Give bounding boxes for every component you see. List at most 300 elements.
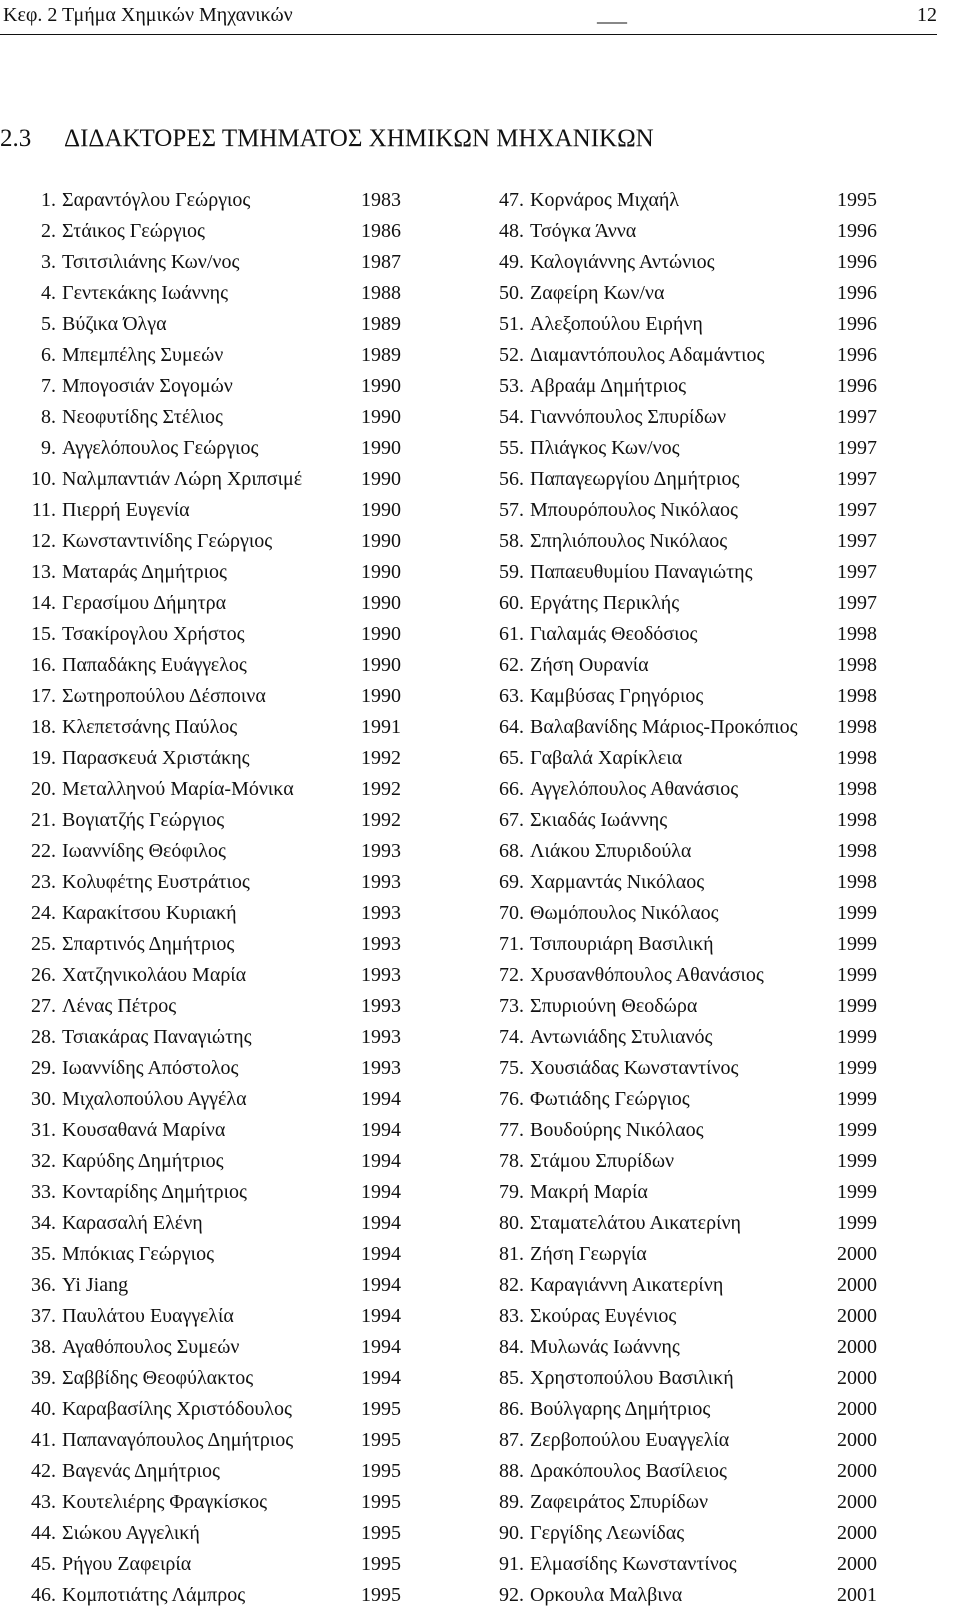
entry-name: Ζήση Γεωργία bbox=[530, 1243, 647, 1265]
entry-number: 87. bbox=[499, 1429, 524, 1451]
entry-name: Καρύδης Δημήτριος bbox=[62, 1150, 224, 1172]
entry-year: 1994 bbox=[361, 1367, 401, 1389]
entry-name: Χρυσανθόπουλος Αθανάσιος bbox=[530, 964, 764, 986]
entry-name: Βαλαβανίδης Μάριος-Προκόπιος bbox=[530, 716, 798, 738]
list-item bbox=[0, 805, 420, 836]
list-item bbox=[0, 1177, 420, 1208]
list-item bbox=[478, 1115, 898, 1146]
entry-number: 25. bbox=[31, 933, 56, 955]
entry-name: Βαγενάς Δημήτριος bbox=[62, 1460, 220, 1482]
list-item bbox=[478, 1301, 898, 1332]
entry-year: 1986 bbox=[361, 220, 401, 242]
list-item bbox=[0, 247, 420, 278]
entry-number: 51. bbox=[499, 313, 524, 335]
list-item bbox=[478, 185, 898, 216]
list-item bbox=[478, 1456, 898, 1487]
entry-name: Κολυφέτης Ευστράτιος bbox=[62, 871, 250, 893]
list-item bbox=[0, 991, 420, 1022]
entry-name: Γερασίμου Δήμητρα bbox=[62, 592, 227, 614]
entry-year: 1990 bbox=[361, 685, 401, 707]
entry-year: 2000 bbox=[837, 1398, 877, 1420]
list-item bbox=[478, 278, 898, 309]
entry-name: Διαμαντόπουλος Αδαμάντιος bbox=[530, 344, 765, 366]
entry-name: Γεργίδης Λεωνίδας bbox=[530, 1522, 685, 1544]
entry-year: 1994 bbox=[361, 1181, 401, 1203]
list-item bbox=[478, 371, 898, 402]
entry-year: 1990 bbox=[361, 623, 401, 645]
entry-year: 1997 bbox=[837, 437, 877, 459]
entry-year: 1997 bbox=[837, 530, 877, 552]
list-item bbox=[478, 1549, 898, 1580]
entry-name: Παπαγεωργίου Δημήτριος bbox=[530, 468, 740, 490]
list-item bbox=[478, 712, 898, 743]
entry-year: 1993 bbox=[361, 840, 401, 862]
entry-year: 1989 bbox=[361, 344, 401, 366]
entry-name: Ιωαννίδης Απόστολος bbox=[62, 1057, 239, 1079]
list-item bbox=[478, 526, 898, 557]
list-item bbox=[478, 588, 898, 619]
entry-name: Πλιάγκος Κων/νος bbox=[530, 437, 680, 459]
entry-year: 1996 bbox=[837, 251, 877, 273]
entry-number: 9. bbox=[41, 437, 56, 459]
entry-number: 8. bbox=[41, 406, 56, 428]
entry-name: Σταματελάτου Αικατερίνη bbox=[530, 1212, 741, 1234]
entry-year: 1996 bbox=[837, 313, 877, 335]
entry-name: Στάμου Σπυρίδων bbox=[530, 1150, 675, 1172]
entry-number: 49. bbox=[499, 251, 524, 273]
entry-year: 2000 bbox=[837, 1491, 877, 1513]
entry-name: Ορκουλα Μαλβινα bbox=[530, 1584, 683, 1606]
list-item bbox=[0, 1332, 420, 1363]
list-item bbox=[478, 619, 898, 650]
list-item bbox=[0, 1084, 420, 1115]
entry-year: 1998 bbox=[837, 778, 877, 800]
entry-name: Καρασαλή Ελένη bbox=[62, 1212, 203, 1234]
list-item bbox=[0, 588, 420, 619]
list-item bbox=[0, 1518, 420, 1549]
entry-name: Σκούρας Ευγένιος bbox=[530, 1305, 677, 1327]
entry-year: 1999 bbox=[837, 1119, 877, 1141]
entry-year: 1996 bbox=[837, 375, 877, 397]
entry-number: 44. bbox=[31, 1522, 56, 1544]
entry-number: 62. bbox=[499, 654, 524, 676]
entry-year: 1993 bbox=[361, 964, 401, 986]
list-item bbox=[478, 681, 898, 712]
list-item bbox=[478, 867, 898, 898]
entry-number: 1. bbox=[41, 189, 56, 211]
entry-name: Χρηστοπούλου Βασιλική bbox=[530, 1367, 734, 1389]
list-item bbox=[0, 1301, 420, 1332]
entry-name: Ζαφείρη Κων/να bbox=[530, 282, 665, 304]
entry-year: 1995 bbox=[837, 189, 877, 211]
entry-year: 1998 bbox=[837, 809, 877, 831]
entry-year: 2001 bbox=[837, 1584, 877, 1606]
list-item bbox=[478, 650, 898, 681]
entry-number: 61. bbox=[499, 623, 524, 645]
list-item bbox=[0, 1363, 420, 1394]
entry-name: Κουσαθανά Μαρίνα bbox=[62, 1119, 226, 1141]
list-item bbox=[0, 1208, 420, 1239]
entry-name: Χατζηνικολάου Μαρία bbox=[62, 964, 247, 986]
list-item bbox=[0, 402, 420, 433]
entry-year: 1994 bbox=[361, 1212, 401, 1234]
entry-number: 63. bbox=[499, 685, 524, 707]
list-item bbox=[0, 1549, 420, 1580]
entry-number: 82. bbox=[499, 1274, 524, 1296]
entry-year: 1999 bbox=[837, 1057, 877, 1079]
entry-name: Ρήγου Ζαφειρία bbox=[62, 1553, 192, 1575]
list-item bbox=[0, 929, 420, 960]
entry-year: 1999 bbox=[837, 1181, 877, 1203]
list-item bbox=[0, 1239, 420, 1270]
entry-name: Παυλάτου Ευαγγελία bbox=[62, 1305, 234, 1327]
entry-year: 1997 bbox=[837, 406, 877, 428]
entry-number: 67. bbox=[499, 809, 524, 831]
list-item bbox=[0, 681, 420, 712]
entry-name: Μεταλληνού Μαρία-Μόνικα bbox=[62, 778, 294, 800]
entry-year: 1998 bbox=[837, 654, 877, 676]
entry-name: Ναλμπαντιάν Λώρη Χριπσιμέ bbox=[62, 468, 303, 490]
entry-name: Μπεμπέλης Συμεών bbox=[62, 344, 224, 366]
entry-year: 2000 bbox=[837, 1274, 877, 1296]
entry-year: 1990 bbox=[361, 530, 401, 552]
entry-number: 52. bbox=[499, 344, 524, 366]
entry-year: 1999 bbox=[837, 995, 877, 1017]
entry-name: Ζαφειράτος Σπυρίδων bbox=[530, 1491, 709, 1513]
entry-number: 20. bbox=[31, 778, 56, 800]
list-item bbox=[0, 867, 420, 898]
entry-year: 2000 bbox=[837, 1429, 877, 1451]
entry-year: 1993 bbox=[361, 871, 401, 893]
entry-number: 41. bbox=[31, 1429, 56, 1451]
entry-name: Μιχαλοπούλου Αγγέλα bbox=[62, 1088, 247, 1110]
list-item bbox=[478, 1580, 898, 1611]
entry-name: Σαββίδης Θεοφύλακτος bbox=[62, 1367, 254, 1389]
list-item bbox=[478, 1363, 898, 1394]
entry-year: 1983 bbox=[361, 189, 401, 211]
entry-name: Μυλωνάς Ιωάννης bbox=[530, 1336, 680, 1358]
entry-year: 2000 bbox=[837, 1367, 877, 1389]
list-item bbox=[478, 1208, 898, 1239]
entry-number: 23. bbox=[31, 871, 56, 893]
list-item bbox=[0, 340, 420, 371]
entry-year: 1988 bbox=[361, 282, 401, 304]
entry-number: 31. bbox=[31, 1119, 56, 1141]
list-item bbox=[0, 712, 420, 743]
entry-name: Λένας Πέτρος bbox=[62, 995, 177, 1017]
entry-year: 1993 bbox=[361, 1026, 401, 1048]
entry-year: 1999 bbox=[837, 964, 877, 986]
entry-name: Αγγελόπουλος Αθανάσιος bbox=[530, 778, 739, 800]
entry-name: Αλεξοπούλου Ειρήνη bbox=[530, 313, 703, 335]
list-item bbox=[478, 433, 898, 464]
entry-year: 1997 bbox=[837, 499, 877, 521]
list-item bbox=[0, 433, 420, 464]
list-item bbox=[478, 836, 898, 867]
list-item bbox=[478, 1518, 898, 1549]
entry-name: Ελμασίδης Κωνσταντίνος bbox=[530, 1553, 737, 1575]
entry-name: Αγαθόπουλος Συμεών bbox=[62, 1336, 240, 1358]
entry-number: 59. bbox=[499, 561, 524, 583]
entry-year: 1994 bbox=[361, 1305, 401, 1327]
entry-number: 60. bbox=[499, 592, 524, 614]
list-item bbox=[478, 495, 898, 526]
entry-year: 2000 bbox=[837, 1522, 877, 1544]
entry-name: Παρασκευά Χριστάκης bbox=[62, 747, 250, 769]
list-item bbox=[478, 743, 898, 774]
list-item bbox=[478, 1022, 898, 1053]
entry-name: Σκιαδάς Ιωάννης bbox=[530, 809, 668, 831]
entry-year: 1990 bbox=[361, 406, 401, 428]
entry-year: 1994 bbox=[361, 1088, 401, 1110]
list-item bbox=[478, 1084, 898, 1115]
entry-number: 43. bbox=[31, 1491, 56, 1513]
entry-year: 1996 bbox=[837, 220, 877, 242]
entry-year: 1998 bbox=[837, 716, 877, 738]
entry-name: Yi Jiang bbox=[62, 1274, 129, 1296]
entry-name: Αντωνιάδης Στυλιανός bbox=[530, 1026, 713, 1048]
entry-name: Μπόκιας Γεώργιος bbox=[62, 1243, 214, 1265]
list-item bbox=[478, 1270, 898, 1301]
entry-number: 32. bbox=[31, 1150, 56, 1172]
entry-year: 1995 bbox=[361, 1429, 401, 1451]
entry-number: 24. bbox=[31, 902, 56, 924]
entry-name: Βύζικα Όλγα bbox=[62, 313, 167, 335]
list-item bbox=[0, 743, 420, 774]
entry-number: 14. bbox=[31, 592, 56, 614]
entry-year: 1999 bbox=[837, 1088, 877, 1110]
entry-year: 1999 bbox=[837, 1150, 877, 1172]
entry-number: 79. bbox=[499, 1181, 524, 1203]
entry-name: Παπαναγόπουλος Δημήτριος bbox=[62, 1429, 294, 1451]
entry-name: Γαβαλά Χαρίκλεια bbox=[530, 747, 683, 769]
entry-year: 2000 bbox=[837, 1460, 877, 1482]
entry-name: Σπηλιόπουλος Νικόλαος bbox=[530, 530, 728, 552]
entry-number: 22. bbox=[31, 840, 56, 862]
list-item bbox=[478, 216, 898, 247]
entry-number: 89. bbox=[499, 1491, 524, 1513]
entry-year: 1995 bbox=[361, 1460, 401, 1482]
list-item bbox=[0, 526, 420, 557]
entry-name: Παπαευθυμίου Παναγιώτης bbox=[530, 561, 753, 583]
list-item bbox=[0, 1053, 420, 1084]
page-number: 12 bbox=[917, 4, 937, 26]
entry-name: Καραγιάννη Αικατερίνη bbox=[530, 1274, 724, 1296]
entry-number: 83. bbox=[499, 1305, 524, 1327]
entry-number: 4. bbox=[41, 282, 56, 304]
list-item bbox=[0, 1022, 420, 1053]
entry-number: 58. bbox=[499, 530, 524, 552]
entry-year: 1990 bbox=[361, 499, 401, 521]
entry-number: 39. bbox=[31, 1367, 56, 1389]
entry-year: 1999 bbox=[837, 1212, 877, 1234]
entry-number: 16. bbox=[31, 654, 56, 676]
entry-number: 30. bbox=[31, 1088, 56, 1110]
entry-number: 53. bbox=[499, 375, 524, 397]
entry-number: 84. bbox=[499, 1336, 524, 1358]
list-item bbox=[0, 1270, 420, 1301]
list-item bbox=[478, 340, 898, 371]
entry-year: 1993 bbox=[361, 902, 401, 924]
entry-year: 2000 bbox=[837, 1305, 877, 1327]
entry-number: 7. bbox=[41, 375, 56, 397]
entry-number: 88. bbox=[499, 1460, 524, 1482]
entry-year: 1997 bbox=[837, 592, 877, 614]
list-item bbox=[0, 898, 420, 929]
entry-number: 50. bbox=[499, 282, 524, 304]
entry-number: 85. bbox=[499, 1367, 524, 1389]
entry-number: 56. bbox=[499, 468, 524, 490]
list-item bbox=[0, 836, 420, 867]
list-item bbox=[478, 1053, 898, 1084]
entry-name: Κλεπετσάνης Παύλος bbox=[62, 716, 238, 738]
entry-number: 34. bbox=[31, 1212, 56, 1234]
entry-name: Αγγελόπουλος Γεώργιος bbox=[62, 437, 259, 459]
list-item bbox=[0, 185, 420, 216]
entry-name: Βούλγαρης Δημήτριος bbox=[530, 1398, 711, 1420]
list-item bbox=[0, 1580, 420, 1611]
list-item bbox=[0, 619, 420, 650]
list-item bbox=[478, 247, 898, 278]
entry-year: 1995 bbox=[361, 1522, 401, 1544]
entry-name: Σωτηροπούλου Δέσποινα bbox=[62, 685, 266, 707]
entry-name: Καλογιάννης Αντώνιος bbox=[530, 251, 715, 273]
entry-name: Σιώκου Αγγελική bbox=[62, 1522, 200, 1544]
entry-name: Τσακίρογλου Χρήστος bbox=[62, 623, 245, 645]
entry-name: Παπαδάκης Ευάγγελος bbox=[62, 654, 247, 676]
entry-year: 1993 bbox=[361, 995, 401, 1017]
entry-number: 46. bbox=[31, 1584, 56, 1606]
list-item bbox=[478, 991, 898, 1022]
entry-year: 1994 bbox=[361, 1119, 401, 1141]
entry-number: 3. bbox=[41, 251, 56, 273]
entry-number: 18. bbox=[31, 716, 56, 738]
entry-number: 68. bbox=[499, 840, 524, 862]
entry-number: 81. bbox=[499, 1243, 524, 1265]
entry-number: 11. bbox=[31, 499, 56, 521]
entry-name: Καρακίτσου Κυριακή bbox=[62, 902, 237, 924]
entry-year: 1992 bbox=[361, 747, 401, 769]
entry-year: 1987 bbox=[361, 251, 401, 273]
entry-year: 1990 bbox=[361, 468, 401, 490]
list-item bbox=[478, 1177, 898, 1208]
entry-number: 66. bbox=[499, 778, 524, 800]
entry-year: 1999 bbox=[837, 902, 877, 924]
list-item bbox=[0, 650, 420, 681]
entry-name: Τσόγκα Άννα bbox=[530, 220, 637, 242]
entry-number: 27. bbox=[31, 995, 56, 1017]
list-item bbox=[0, 1146, 420, 1177]
list-item bbox=[478, 402, 898, 433]
list-item bbox=[0, 1425, 420, 1456]
entry-name: Αβραάμ Δημήτριος bbox=[530, 375, 686, 397]
entry-name: Γιαννόπουλος Σπυρίδων bbox=[530, 406, 727, 428]
list-item bbox=[478, 1239, 898, 1270]
list-item bbox=[0, 216, 420, 247]
list-column-left bbox=[0, 185, 420, 1611]
entry-number: 10. bbox=[31, 468, 56, 490]
entry-year: 1999 bbox=[837, 1026, 877, 1048]
list-item bbox=[478, 1146, 898, 1177]
entry-name: Κομποτιάτης Λάμπρος bbox=[62, 1584, 246, 1606]
entry-name: Καμβύσας Γρηγόριος bbox=[530, 685, 704, 707]
entry-number: 33. bbox=[31, 1181, 56, 1203]
section-number: 2.3 bbox=[0, 125, 32, 152]
entry-name: Νεοφυτίδης Στέλιος bbox=[62, 406, 223, 428]
header-underline-mark: ___ bbox=[597, 4, 627, 26]
entry-name: Σαραντόγλου Γεώργιος bbox=[62, 189, 251, 211]
list-item bbox=[0, 1456, 420, 1487]
entry-year: 1998 bbox=[837, 685, 877, 707]
entry-name: Φωτιάδης Γεώργιος bbox=[530, 1088, 690, 1110]
list-item bbox=[478, 1487, 898, 1518]
entry-number: 29. bbox=[31, 1057, 56, 1079]
entry-number: 91. bbox=[499, 1553, 524, 1575]
list-item bbox=[478, 1425, 898, 1456]
list-item bbox=[0, 309, 420, 340]
entry-name: Τσιτσιλιάνης Κων/νος bbox=[62, 251, 240, 273]
chapter-title: Κεφ. 2 Τμήμα Χημικών Μηχανικών bbox=[3, 4, 293, 26]
entry-number: 70. bbox=[499, 902, 524, 924]
list-item bbox=[478, 960, 898, 991]
entry-year: 1995 bbox=[361, 1584, 401, 1606]
entry-name: Ζερβοπούλου Ευαγγελία bbox=[530, 1429, 730, 1451]
entry-number: 45. bbox=[31, 1553, 56, 1575]
entry-number: 37. bbox=[31, 1305, 56, 1327]
entry-name: Στάικος Γεώργιος bbox=[62, 220, 205, 242]
entry-number: 35. bbox=[31, 1243, 56, 1265]
entry-year: 1998 bbox=[837, 747, 877, 769]
list-item bbox=[0, 960, 420, 991]
entry-year: 1995 bbox=[361, 1491, 401, 1513]
entry-number: 86. bbox=[499, 1398, 524, 1420]
entry-year: 1996 bbox=[837, 344, 877, 366]
entry-year: 1994 bbox=[361, 1336, 401, 1358]
entry-name: Μακρή Μαρία bbox=[530, 1181, 648, 1203]
entry-name: Θωμόπουλος Νικόλαος bbox=[530, 902, 719, 924]
entry-year: 1989 bbox=[361, 313, 401, 335]
entry-number: 69. bbox=[499, 871, 524, 893]
entry-name: Κωνσταντινίδης Γεώργιος bbox=[62, 530, 273, 552]
entry-year: 1998 bbox=[837, 623, 877, 645]
entry-number: 92. bbox=[499, 1584, 524, 1606]
list-item bbox=[0, 774, 420, 805]
entry-number: 21. bbox=[31, 809, 56, 831]
list-item bbox=[0, 278, 420, 309]
entry-number: 55. bbox=[499, 437, 524, 459]
entry-year: 2000 bbox=[837, 1553, 877, 1575]
entry-name: Κουτελιέρης Φραγκίσκος bbox=[62, 1491, 268, 1513]
section-title: ΔΙΔΑΚΤΟΡΕΣ ΤΜΗΜΑΤΟΣ ΧΗΜΙΚΩΝ ΜΗΧΑΝΙΚΩΝ bbox=[64, 125, 654, 152]
entry-number: 78. bbox=[499, 1150, 524, 1172]
entry-name: Ματαράς Δημήτριος bbox=[62, 561, 227, 583]
entry-number: 74. bbox=[499, 1026, 524, 1048]
entry-name: Βουδούρης Νικόλαος bbox=[530, 1119, 704, 1141]
entry-number: 17. bbox=[31, 685, 56, 707]
entry-number: 80. bbox=[499, 1212, 524, 1234]
entry-number: 71. bbox=[499, 933, 524, 955]
entry-year: 1990 bbox=[361, 592, 401, 614]
entry-number: 47. bbox=[499, 189, 524, 211]
entry-year: 1994 bbox=[361, 1150, 401, 1172]
list-item bbox=[0, 1115, 420, 1146]
entry-year: 1990 bbox=[361, 654, 401, 676]
entry-number: 73. bbox=[499, 995, 524, 1017]
entry-number: 2. bbox=[41, 220, 56, 242]
list-item bbox=[0, 1394, 420, 1425]
entry-number: 28. bbox=[31, 1026, 56, 1048]
entry-name: Βογιατζής Γεώργιος bbox=[62, 809, 225, 831]
